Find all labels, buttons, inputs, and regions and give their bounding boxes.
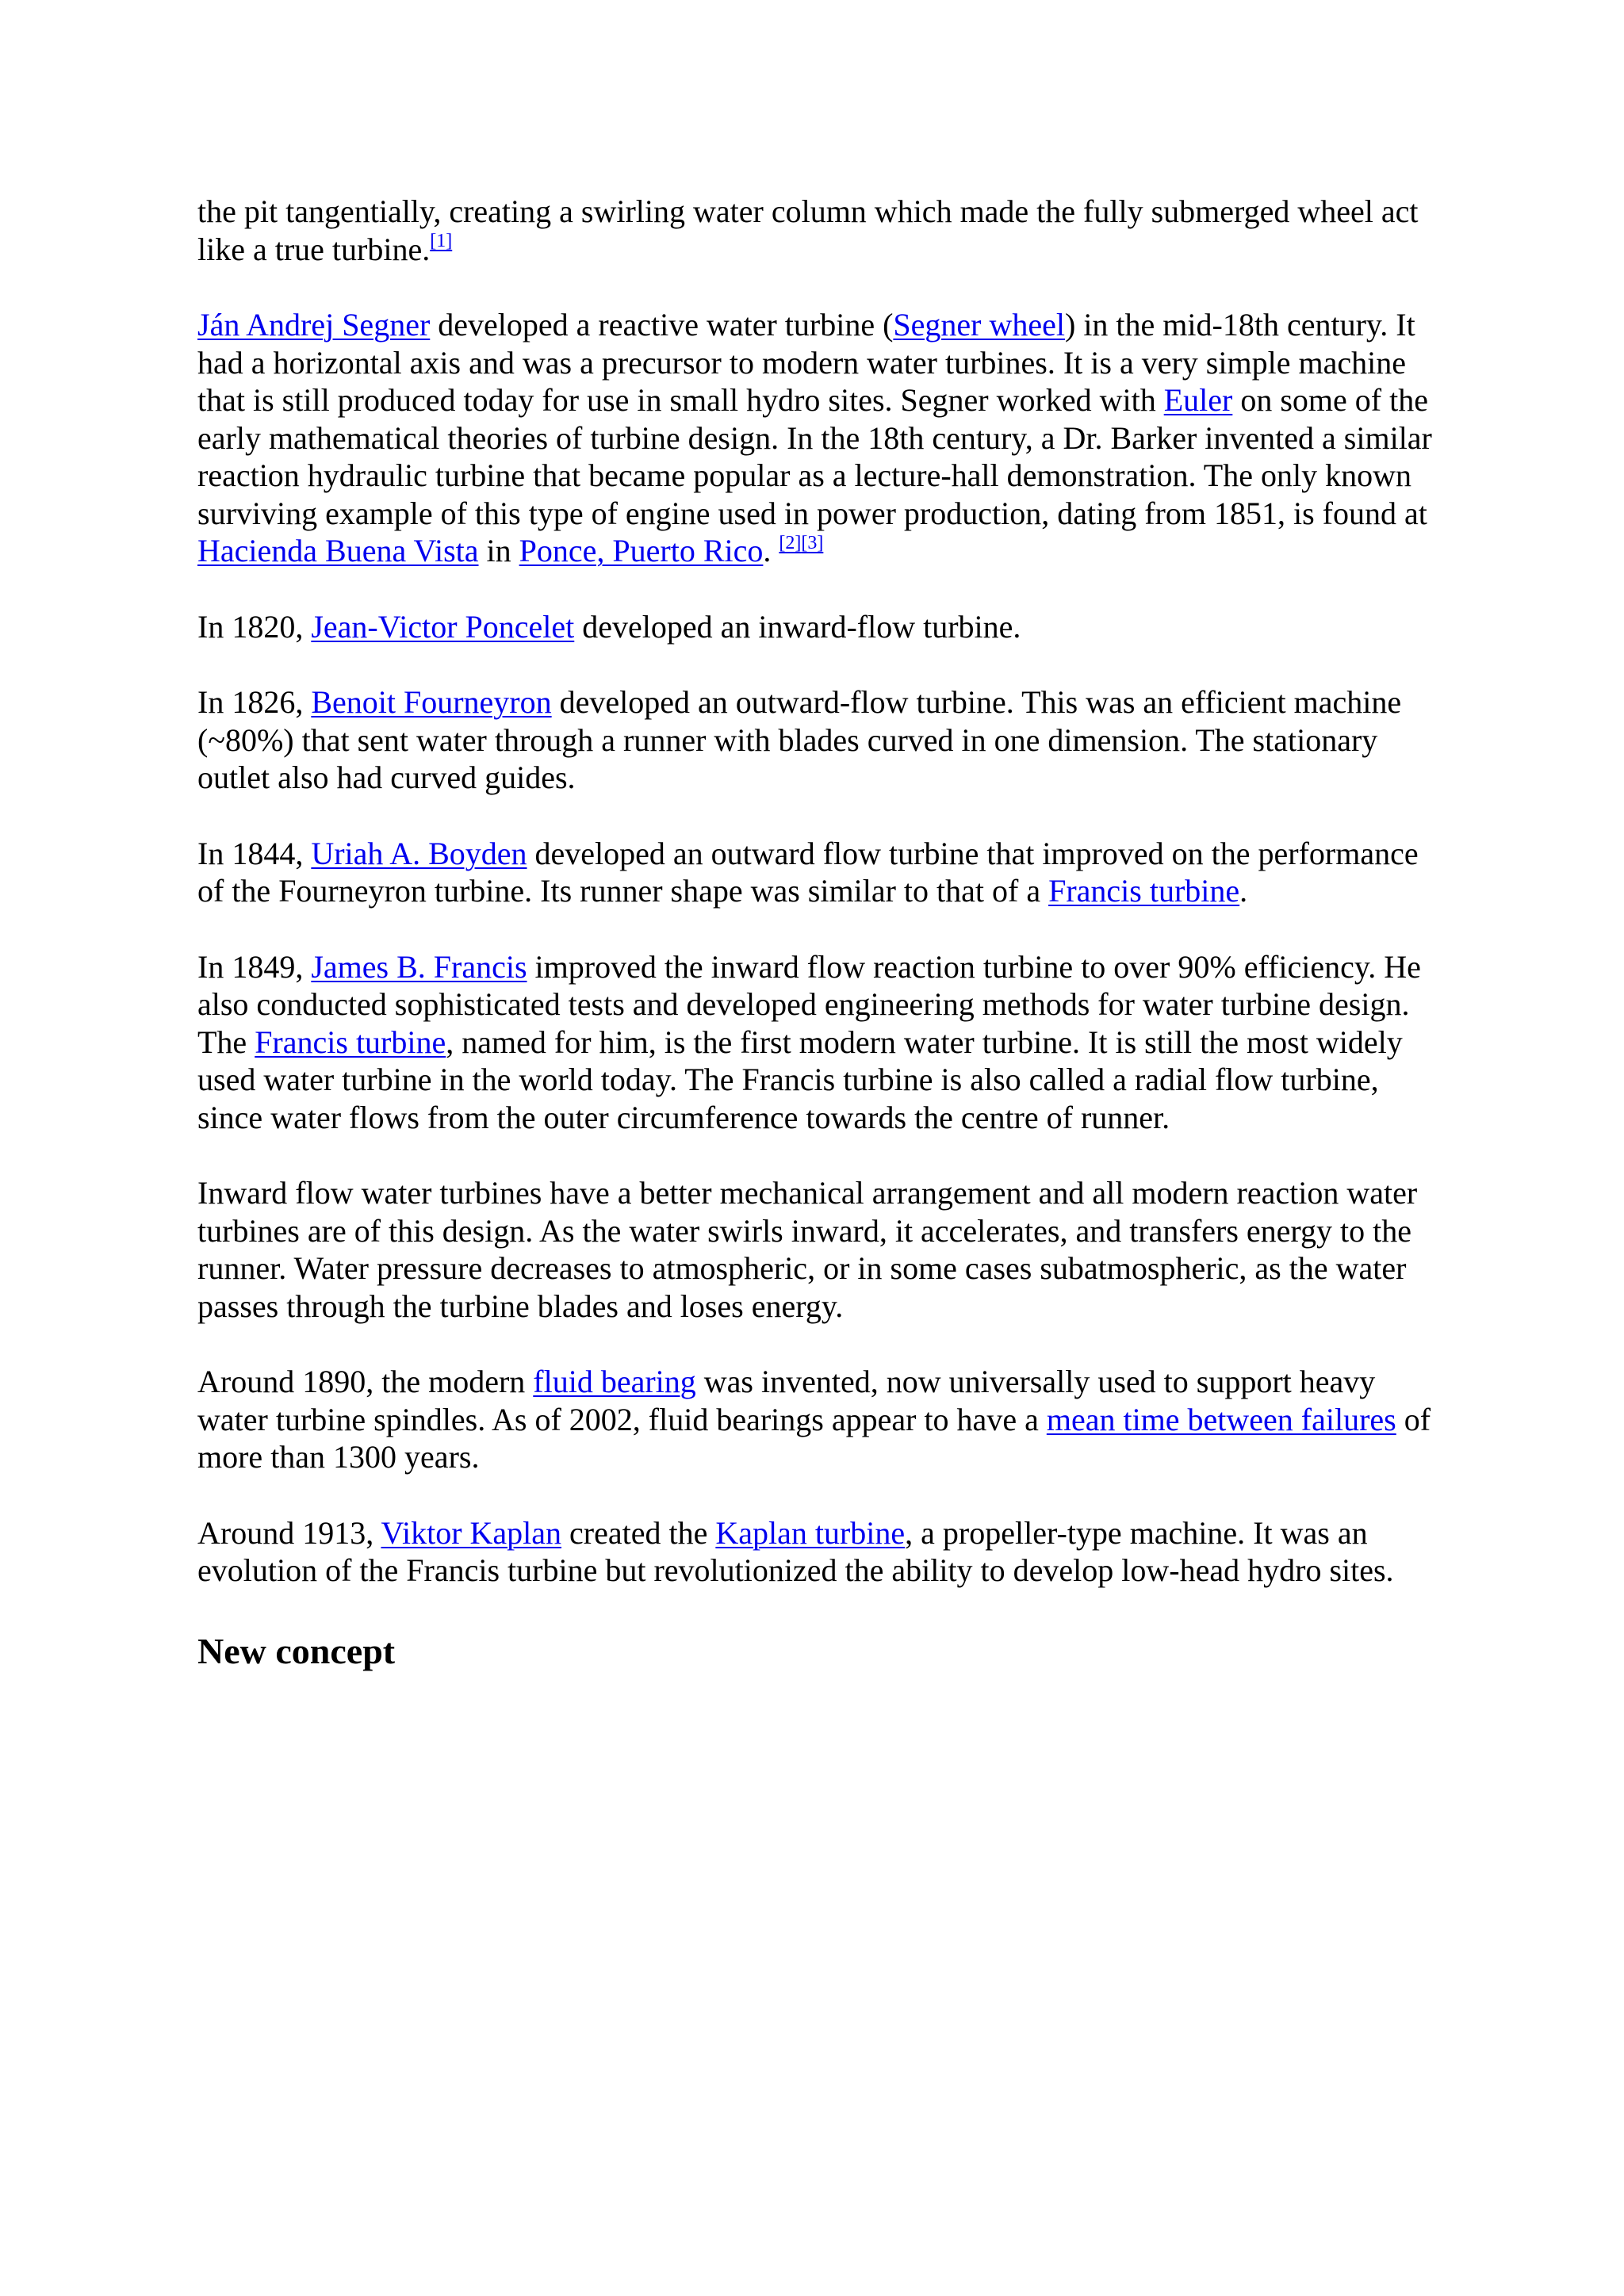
- citation-link[interactable]: [2]: [779, 532, 802, 553]
- body-text: In 1849,: [197, 948, 312, 985]
- body-text: of more than 1300 years.: [197, 1401, 1431, 1475]
- article-link[interactable]: Ján Andrej Segner: [197, 307, 431, 342]
- citation-superscript: [801, 533, 823, 553]
- section-heading: New concept: [197, 1630, 396, 1671]
- body-text: .: [763, 533, 779, 568]
- paragraph: [197, 948, 1434, 1137]
- body-text: In 1826,: [197, 684, 312, 720]
- paragraph: [197, 1363, 1434, 1476]
- body-text: was invented, now universally used to support heavy water turbine spindles. As of 2002, fluid bearings appear to have a: [197, 1364, 1376, 1437]
- article-link[interactable]: Benoit Fourneyron: [311, 684, 552, 720]
- article-link[interactable]: Segner wheel: [893, 307, 1065, 342]
- body-text: developed an outward-flow turbine. This was an efficient machine (~80%) that sent water through a runner with blades curved in one dimension. The stationary outlet also had curved guides.: [197, 684, 1402, 795]
- article-link[interactable]: Viktor Kaplan: [381, 1514, 562, 1551]
- paragraph: [197, 1174, 1434, 1325]
- article-link[interactable]: James B. Francis: [311, 948, 527, 985]
- article-link[interactable]: Jean-Victor Poncelet: [311, 608, 575, 645]
- article-body: [197, 193, 1434, 1590]
- article-link[interactable]: Francis turbine: [255, 1024, 446, 1060]
- body-text: developed an inward-flow turbine.: [574, 608, 1021, 645]
- paragraph: [197, 835, 1434, 910]
- article-link[interactable]: Hacienda Buena Vista: [197, 533, 479, 568]
- citation-superscript: [779, 533, 801, 553]
- article-link[interactable]: Euler: [1163, 382, 1233, 418]
- body-text: Inward flow water turbines have a better mechanical arrangement and all modern reaction water turbines are of this design. As the water swirls inward, it accelerates, and transfers energy to the runner. Water pressure decreases to atmospheric, or in some cases subatmospheric, as the water passes through the turbine blades and loses energy.: [197, 1175, 1418, 1324]
- article-link[interactable]: fluid bearing: [533, 1364, 696, 1399]
- citation-link[interactable]: [1]: [430, 231, 453, 252]
- article-link[interactable]: mean time between failures: [1046, 1401, 1396, 1437]
- body-text: , named for him, is the first modern water turbine. It is still the most widely used water turbine in the world today. The Francis turbine is also called a radial flow turbine, since water flows from the outer circumference towards the centre of runner.: [197, 1024, 1403, 1135]
- article-link[interactable]: Francis turbine: [1048, 873, 1240, 909]
- body-text: In 1844,: [197, 835, 312, 871]
- body-text: ) in the mid-18th century. It had a horizontal axis and was a precursor to modern water turbines. It is a very simple machine that is still produced today for use in small hydro sites. Segner worked with: [197, 307, 1415, 418]
- article-link[interactable]: Uriah A. Boyden: [311, 835, 527, 871]
- body-text: Around 1913,: [197, 1514, 381, 1551]
- citation-superscript: [430, 231, 452, 251]
- body-text: the pit tangentially, creating a swirling water column which made the fully submerged wheel act like a true turbine.: [197, 193, 1419, 267]
- body-text: In 1820,: [197, 608, 312, 645]
- body-text: created the: [561, 1514, 716, 1551]
- citation-link[interactable]: [3]: [801, 532, 824, 553]
- paragraph: [197, 608, 1434, 646]
- paragraph: [197, 193, 1434, 268]
- article-link[interactable]: Kaplan turbine: [715, 1514, 906, 1551]
- body-text: improved the inward flow reaction turbine to over 90% efficiency. He also conducted sophisticated tests and developed engineering methods for water turbine design. The: [197, 948, 1421, 1060]
- body-text: on some of the early mathematical theories of turbine design. In the 18th century, a Dr. Barker invented a similar reaction hydraulic turbine that became popular as a lecture-hall demonstration. The only known surviving example of this type of engine used in power production, dating from 1851, is found at: [197, 382, 1432, 531]
- body-text: , a propeller-type machine. It was an evolution of the Francis turbine but revolutionized the ability to develop low-head hydro sites.: [197, 1514, 1394, 1588]
- body-text: developed an outward flow turbine that improved on the performance of the Fourneyron turbine. Its runner shape was similar to that of a: [197, 835, 1419, 909]
- body-text: in: [478, 533, 519, 568]
- document-page: [197, 193, 1434, 1674]
- paragraph: [197, 306, 1434, 570]
- body-text: developed a reactive water turbine (: [430, 307, 894, 342]
- body-text: .: [1239, 873, 1248, 909]
- body-text: Around 1890, the modern: [197, 1364, 534, 1399]
- paragraph: [197, 683, 1434, 797]
- article-link[interactable]: Ponce, Puerto Rico: [519, 533, 764, 568]
- paragraph: [197, 1514, 1434, 1590]
